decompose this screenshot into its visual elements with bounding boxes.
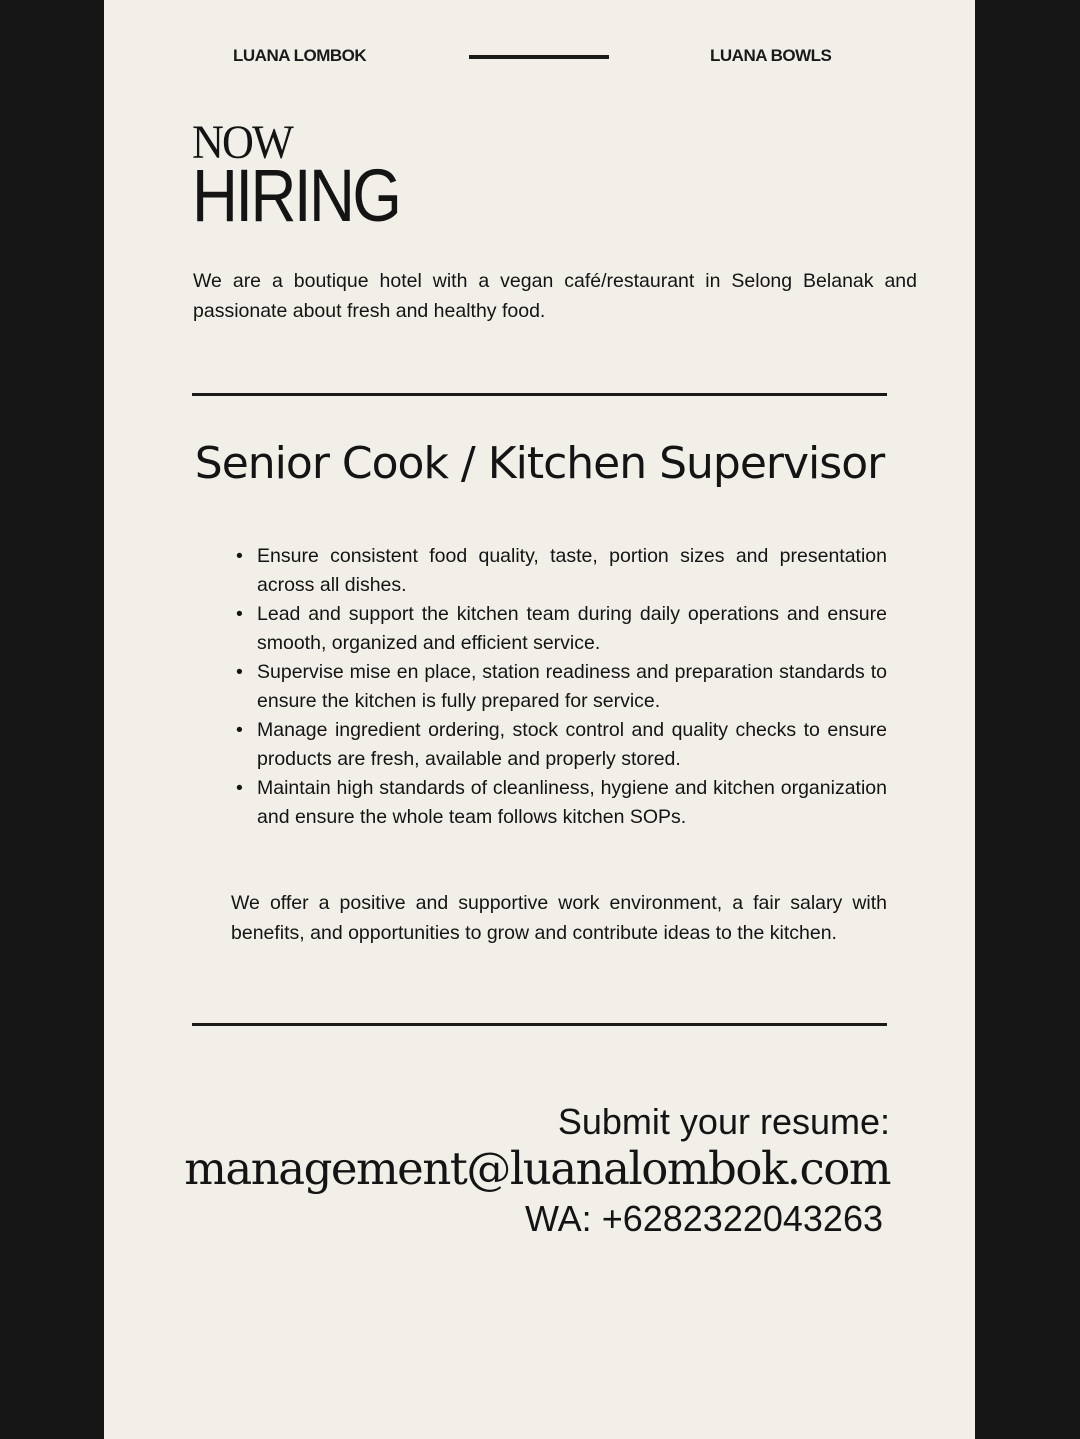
offer-text: We offer a positive and supportive work environment, a fair salary with benefits, and opportunities to grow and contribute ideas to the kitchen. bbox=[231, 892, 887, 944]
hero-now: NOW bbox=[192, 116, 292, 169]
section-divider-bottom bbox=[192, 1023, 887, 1026]
duty-item: • Supervise mise en place, station readiness and preparation standards to ensure the kitchen is fully prepared for service. bbox=[234, 658, 887, 716]
submit-resume-label: Submit your resume: bbox=[557, 1101, 890, 1142]
duties-list bbox=[234, 542, 887, 832]
intro-text: We are a boutique hotel with a vegan café/restaurant in Selong Belanak and passionate about fresh and healthy food. bbox=[193, 270, 917, 322]
job-title: Senior Cook / Kitchen Supervisor bbox=[194, 438, 885, 489]
header-divider bbox=[469, 55, 609, 59]
contact-email[interactable]: management@luanalombok.com bbox=[184, 1142, 890, 1195]
job-poster bbox=[104, 0, 975, 1439]
section-divider-top bbox=[192, 393, 887, 396]
brand-luana-lombok: LUANA LOMBOK bbox=[233, 46, 367, 65]
duty-item: • Maintain high standards of cleanliness, hygiene and kitchen organization and ensure the whole team follows kitchen SOPs. bbox=[234, 774, 887, 832]
hero-hiring: HIRING bbox=[192, 154, 400, 237]
duty-item: • Manage ingredient ordering, stock control and quality checks to ensure products are fresh, available and properly stored. bbox=[234, 716, 887, 774]
duty-item: • Ensure consistent food quality, taste, portion sizes and presentation across all dishes. bbox=[234, 542, 887, 600]
duty-item: • Lead and support the kitchen team during daily operations and ensure smooth, organized and efficient service. bbox=[234, 600, 887, 658]
brand-luana-bowls: LUANA BOWLS bbox=[710, 46, 832, 65]
whatsapp-number[interactable]: WA: +6282322043263 bbox=[525, 1198, 883, 1239]
